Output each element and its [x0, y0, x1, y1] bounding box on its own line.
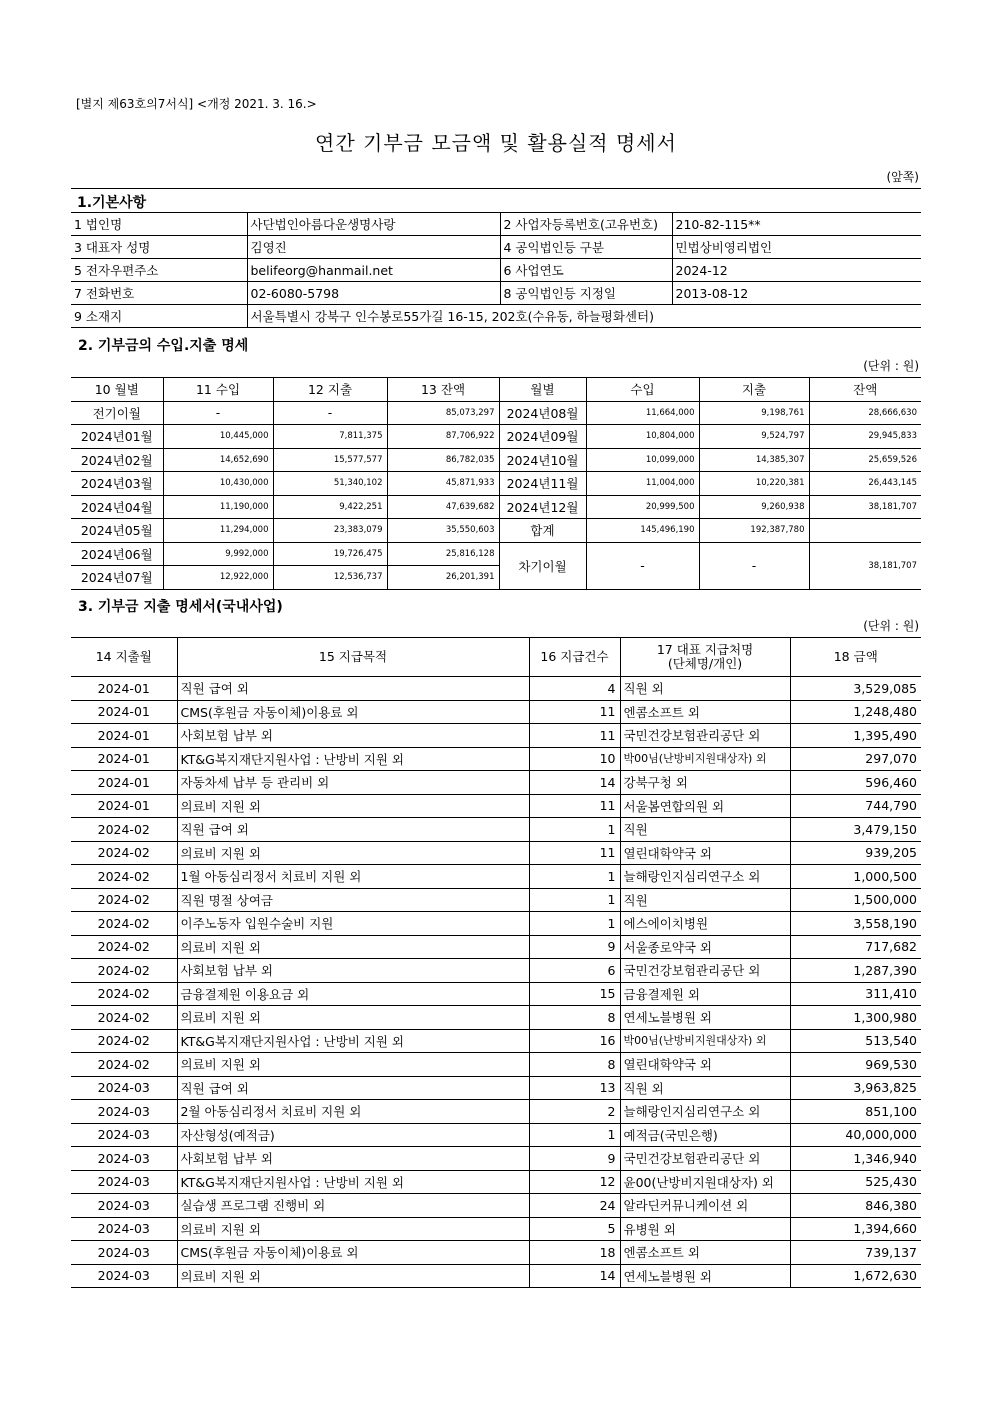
field-label: 1 법인명 — [71, 213, 247, 236]
expense-month: 2024-02 — [71, 959, 177, 983]
balance-value — [809, 519, 921, 543]
payee-name: 늘해랑인지심리연구소 외 — [620, 865, 790, 889]
table-row — [71, 1147, 921, 1171]
balance-value: 38,181,707 — [809, 495, 921, 519]
payee-name: 국민건강보험관리공단 외 — [620, 724, 790, 748]
table-row — [71, 1100, 921, 1124]
table-row — [71, 425, 921, 449]
payment-purpose: 직원 명절 상여금 — [177, 888, 529, 912]
table-row — [71, 495, 921, 519]
payee-name: 에스에이치병원 — [620, 912, 790, 936]
income-value: 11,190,000 — [163, 495, 273, 519]
expense-month: 2024-03 — [71, 1217, 177, 1241]
payment-count: 9 — [529, 935, 620, 959]
payment-purpose: CMS(후원금 자동이체)이용료 외 — [177, 700, 529, 724]
field-value: 김영진 — [247, 236, 500, 259]
payment-count: 15 — [529, 982, 620, 1006]
income-value: 11,294,000 — [163, 519, 273, 543]
table-row — [71, 1006, 921, 1030]
payment-purpose: KT&G복지재단지원사업 : 난방비 지원 외 — [177, 747, 529, 771]
expense-month: 2024-03 — [71, 1194, 177, 1218]
table-row — [71, 1053, 921, 1077]
monthly-income-expense-table — [71, 377, 921, 590]
expense-value: 51,340,102 — [273, 472, 387, 496]
payment-purpose: 직원 급여 외 — [177, 1076, 529, 1100]
expense-month: 2024-02 — [71, 841, 177, 865]
payment-count: 1 — [529, 865, 620, 889]
payee-name: 직원 외 — [620, 1076, 790, 1100]
expense-month: 2024-03 — [71, 1100, 177, 1124]
amount: 1,500,000 — [790, 888, 921, 912]
payment-purpose: 2월 아동심리정서 치료비 지원 외 — [177, 1100, 529, 1124]
table-row — [71, 677, 921, 701]
table-row — [71, 724, 921, 748]
payment-count: 5 — [529, 1217, 620, 1241]
column-header: 14 지출월 — [71, 638, 177, 677]
expense-month: 2024-02 — [71, 865, 177, 889]
income-value: 10,445,000 — [163, 425, 273, 449]
expense-month: 2024-03 — [71, 1241, 177, 1265]
month-label: 합계 — [499, 519, 586, 543]
amount: 744,790 — [790, 794, 921, 818]
column-header: 17 대표 지급처명 (단체명/개인) — [620, 638, 790, 677]
payee-name: 금융결제원 외 — [620, 982, 790, 1006]
table-row — [71, 1194, 921, 1218]
expense-month: 2024-02 — [71, 935, 177, 959]
payee-name: 서울종로약국 외 — [620, 935, 790, 959]
table-row — [71, 472, 921, 496]
income-value: 11,004,000 — [586, 472, 699, 496]
column-header: 11 수입 — [163, 378, 273, 402]
expense-month: 2024-01 — [71, 700, 177, 724]
amount: 969,530 — [790, 1053, 921, 1077]
payment-count: 11 — [529, 724, 620, 748]
table-row — [71, 1123, 921, 1147]
expense-value: 14,385,307 — [699, 448, 809, 472]
payment-purpose: 의료비 지원 외 — [177, 841, 529, 865]
field-value: 2013-08-12 — [672, 282, 921, 305]
payee-name: 늘해랑인지심리연구소 외 — [620, 1100, 790, 1124]
payee-name: 엔콤소프트 외 — [620, 1241, 790, 1265]
payment-count: 4 — [529, 677, 620, 701]
table-row — [71, 1170, 921, 1194]
month-label: 2024년02월 — [71, 448, 163, 472]
table-row — [71, 1241, 921, 1265]
table-row — [71, 700, 921, 724]
expense-value: - — [273, 401, 387, 425]
field-label: 3 대표자 성명 — [71, 236, 247, 259]
income-value: - — [163, 401, 273, 425]
table-row — [71, 542, 921, 566]
amount: 739,137 — [790, 1241, 921, 1265]
payment-count: 14 — [529, 1264, 620, 1288]
payment-count: 10 — [529, 747, 620, 771]
table-row — [71, 912, 921, 936]
month-label: 전기이월 — [71, 401, 163, 425]
payee-name: 엔콤소프트 외 — [620, 700, 790, 724]
balance-value: 26,201,391 — [387, 566, 499, 590]
field-value: 210-82-115** — [672, 213, 921, 236]
column-header: 잔액 — [809, 378, 921, 402]
table-row — [71, 794, 921, 818]
income-value: 9,992,000 — [163, 542, 273, 566]
payment-purpose: 의료비 지원 외 — [177, 935, 529, 959]
balance-value: 35,550,603 — [387, 519, 499, 543]
expense-month: 2024-02 — [71, 912, 177, 936]
section2-unit: (단위 : 원) — [863, 359, 919, 373]
amount: 717,682 — [790, 935, 921, 959]
basic-info-table — [71, 212, 921, 328]
balance-value: 86,782,035 — [387, 448, 499, 472]
table-row — [71, 841, 921, 865]
payment-count: 1 — [529, 818, 620, 842]
expense-value: 10,220,381 — [699, 472, 809, 496]
income-value: 14,652,690 — [163, 448, 273, 472]
payee-name: 직원 — [620, 818, 790, 842]
amount: 596,460 — [790, 771, 921, 795]
expense-month: 2024-01 — [71, 747, 177, 771]
month-label: 2024년06월 — [71, 542, 163, 566]
address-label: 9 소재지 — [71, 305, 247, 328]
table-row — [71, 818, 921, 842]
carry-balance: 38,181,707 — [809, 542, 921, 589]
basic-info-row — [71, 282, 921, 305]
payee-name: 서울봄연합의원 외 — [620, 794, 790, 818]
expense-month: 2024-03 — [71, 1264, 177, 1288]
amount: 846,380 — [790, 1194, 921, 1218]
expense-month: 2024-03 — [71, 1123, 177, 1147]
table-row — [71, 935, 921, 959]
column-header: 10 월별 — [71, 378, 163, 402]
table-row — [71, 519, 921, 543]
payment-purpose: 자산형성(예적금) — [177, 1123, 529, 1147]
payment-count: 1 — [529, 912, 620, 936]
column-header: 16 지급건수 — [529, 638, 620, 677]
field-value: 사단법인아름다운생명사랑 — [247, 213, 500, 236]
payment-count: 11 — [529, 700, 620, 724]
expense-value: 9,198,761 — [699, 401, 809, 425]
table-row — [71, 959, 921, 983]
expense-month: 2024-03 — [71, 1170, 177, 1194]
payee-name: 윤00(난방비지원대상자) 외 — [620, 1170, 790, 1194]
field-label: 4 공익법인등 구분 — [500, 236, 672, 259]
amount: 1,394,660 — [790, 1217, 921, 1241]
expense-value: 9,422,251 — [273, 495, 387, 519]
amount: 1,300,980 — [790, 1006, 921, 1030]
payment-count: 13 — [529, 1076, 620, 1100]
expense-value: 9,260,938 — [699, 495, 809, 519]
payment-purpose: 의료비 지원 외 — [177, 1053, 529, 1077]
field-value: 민법상비영리법인 — [672, 236, 921, 259]
expense-month: 2024-01 — [71, 771, 177, 795]
document-title: 연간 기부금 모금액 및 활용실적 명세서 — [315, 131, 677, 155]
expense-month: 2024-01 — [71, 677, 177, 701]
field-label: 7 전화번호 — [71, 282, 247, 305]
balance-value: 26,443,145 — [809, 472, 921, 496]
payment-purpose: 사회보험 납부 외 — [177, 724, 529, 748]
field-label: 8 공익법인등 지정일 — [500, 282, 672, 305]
payment-purpose: KT&G복지재단지원사업 : 난방비 지원 외 — [177, 1170, 529, 1194]
payee-name: 국민건강보험관리공단 외 — [620, 1147, 790, 1171]
payment-purpose: 실습생 프로그램 진행비 외 — [177, 1194, 529, 1218]
amount: 3,963,825 — [790, 1076, 921, 1100]
field-label: 2 사업자등록번호(고유번호) — [500, 213, 672, 236]
month-label: 2024년11월 — [499, 472, 586, 496]
section2-title: 2. 기부금의 수입.지출 명세 — [78, 338, 249, 354]
payee-name: 알라딘커뮤니케이션 외 — [620, 1194, 790, 1218]
balance-value: 25,659,526 — [809, 448, 921, 472]
field-label: 5 전자우편주소 — [71, 259, 247, 282]
payment-count: 1 — [529, 888, 620, 912]
amount: 311,410 — [790, 982, 921, 1006]
carry-forward-label: 차기이월 — [499, 542, 586, 589]
column-header: 13 잔액 — [387, 378, 499, 402]
payment-count: 12 — [529, 1170, 620, 1194]
column-header: 18 금액 — [790, 638, 921, 677]
expense-month: 2024-03 — [71, 1147, 177, 1171]
table-row — [71, 888, 921, 912]
payment-count: 14 — [529, 771, 620, 795]
balance-value: 85,073,297 — [387, 401, 499, 425]
amount: 40,000,000 — [790, 1123, 921, 1147]
month-label: 2024년04월 — [71, 495, 163, 519]
amount: 939,205 — [790, 841, 921, 865]
payment-purpose: 금융결제원 이용요금 외 — [177, 982, 529, 1006]
amount: 3,529,085 — [790, 677, 921, 701]
income-value: 11,664,000 — [586, 401, 699, 425]
payment-count: 11 — [529, 841, 620, 865]
payee-name: 강북구청 외 — [620, 771, 790, 795]
amount: 3,479,150 — [790, 818, 921, 842]
month-label: 2024년10월 — [499, 448, 586, 472]
balance-value: 29,945,833 — [809, 425, 921, 449]
address-value: 서울특별시 강북구 인수봉로55가길 16-15, 202호(수유동, 하늘평화센터) — [247, 305, 921, 328]
income-value: 20,999,500 — [586, 495, 699, 519]
expense-detail-table — [71, 637, 921, 1288]
column-header: 수입 — [586, 378, 699, 402]
payment-count: 8 — [529, 1053, 620, 1077]
payee-name: 유병원 외 — [620, 1217, 790, 1241]
payment-purpose: 의료비 지원 외 — [177, 1264, 529, 1288]
payment-purpose: 사회보험 납부 외 — [177, 959, 529, 983]
front-side-label: (앞쪽) — [886, 170, 919, 184]
payment-purpose: 의료비 지원 외 — [177, 794, 529, 818]
field-label: 6 사업연도 — [500, 259, 672, 282]
table-row — [71, 982, 921, 1006]
expense-month: 2024-02 — [71, 1006, 177, 1030]
payment-purpose: 자동차세 납부 등 관리비 외 — [177, 771, 529, 795]
form-note: [별지 제63호의7서식] <개정 2021. 3. 16.> — [76, 97, 317, 111]
table-row — [71, 1029, 921, 1053]
payment-purpose: 의료비 지원 외 — [177, 1006, 529, 1030]
expense-month: 2024-02 — [71, 1029, 177, 1053]
column-header: 월별 — [499, 378, 586, 402]
payment-purpose: 이주노동자 입원수술비 지원 — [177, 912, 529, 936]
payee-name: 연세노블병원 외 — [620, 1006, 790, 1030]
expense-value: 15,577,577 — [273, 448, 387, 472]
basic-info-row — [71, 259, 921, 282]
amount: 3,558,190 — [790, 912, 921, 936]
payment-count: 9 — [529, 1147, 620, 1171]
payment-purpose: 사회보험 납부 외 — [177, 1147, 529, 1171]
income-value: 10,430,000 — [163, 472, 273, 496]
amount: 1,287,390 — [790, 959, 921, 983]
payment-purpose: 1월 아동심리정서 치료비 지원 외 — [177, 865, 529, 889]
amount: 1,000,500 — [790, 865, 921, 889]
expense-month: 2024-02 — [71, 818, 177, 842]
basic-info-section — [71, 188, 921, 331]
table-row — [71, 1264, 921, 1288]
column-header: 지출 — [699, 378, 809, 402]
amount: 513,540 — [790, 1029, 921, 1053]
expense-month: 2024-01 — [71, 794, 177, 818]
month-label: 2024년08월 — [499, 401, 586, 425]
section3-title: 3. 기부금 지출 명세서(국내사업) — [78, 599, 283, 615]
payment-count: 11 — [529, 794, 620, 818]
payment-purpose: 의료비 지원 외 — [177, 1217, 529, 1241]
payment-count: 6 — [529, 959, 620, 983]
payment-count: 18 — [529, 1241, 620, 1265]
month-label: 2024년01월 — [71, 425, 163, 449]
balance-value: 28,666,630 — [809, 401, 921, 425]
column-header: 12 지출 — [273, 378, 387, 402]
field-value: belifeorg@hanmail.net — [247, 259, 500, 282]
income-value: 10,804,000 — [586, 425, 699, 449]
basic-info-row — [71, 236, 921, 259]
balance-value: 47,639,682 — [387, 495, 499, 519]
expense-month: 2024-02 — [71, 982, 177, 1006]
basic-info-row — [71, 305, 921, 328]
payee-name: 박00님(난방비지원대상자) 외 — [620, 747, 790, 771]
field-value: 02-6080-5798 — [247, 282, 500, 305]
payment-purpose: KT&G복지재단지원사업 : 난방비 지원 외 — [177, 1029, 529, 1053]
payment-count: 8 — [529, 1006, 620, 1030]
payment-purpose: 직원 급여 외 — [177, 677, 529, 701]
amount: 1,248,480 — [790, 700, 921, 724]
table-row — [71, 865, 921, 889]
column-header: 15 지급목적 — [177, 638, 529, 677]
table-row — [71, 448, 921, 472]
expense-month: 2024-03 — [71, 1076, 177, 1100]
expense-month: 2024-01 — [71, 724, 177, 748]
table-row — [71, 1076, 921, 1100]
expense-value: 23,383,079 — [273, 519, 387, 543]
expense-month: 2024-02 — [71, 888, 177, 912]
expense-value: 9,524,797 — [699, 425, 809, 449]
carry-income: - — [586, 542, 699, 589]
payee-name: 예적금(국민은행) — [620, 1123, 790, 1147]
month-label: 2024년05월 — [71, 519, 163, 543]
payee-name: 열린대학약국 외 — [620, 1053, 790, 1077]
payment-count: 24 — [529, 1194, 620, 1218]
section3-unit: (단위 : 원) — [863, 619, 919, 633]
payment-count: 16 — [529, 1029, 620, 1053]
basic-info-row — [71, 213, 921, 236]
table-row — [71, 771, 921, 795]
payment-purpose: 직원 급여 외 — [177, 818, 529, 842]
payment-purpose: CMS(후원금 자동이체)이용료 외 — [177, 1241, 529, 1265]
amount: 525,430 — [790, 1170, 921, 1194]
payee-name: 국민건강보험관리공단 외 — [620, 959, 790, 983]
income-value: 145,496,190 — [586, 519, 699, 543]
table-row — [71, 401, 921, 425]
month-label: 2024년09월 — [499, 425, 586, 449]
table-row — [71, 1217, 921, 1241]
expense-value: 19,726,475 — [273, 542, 387, 566]
amount: 297,070 — [790, 747, 921, 771]
expense-value: 7,811,375 — [273, 425, 387, 449]
amount: 1,672,630 — [790, 1264, 921, 1288]
payee-name: 직원 — [620, 888, 790, 912]
payment-count: 2 — [529, 1100, 620, 1124]
expense-month: 2024-02 — [71, 1053, 177, 1077]
month-label: 2024년07월 — [71, 566, 163, 590]
table-row — [71, 747, 921, 771]
payee-name: 연세노블병원 외 — [620, 1264, 790, 1288]
expense-value: 192,387,780 — [699, 519, 809, 543]
payee-name: 열린대학약국 외 — [620, 841, 790, 865]
balance-value: 25,816,128 — [387, 542, 499, 566]
field-value: 2024-12 — [672, 259, 921, 282]
payee-name: 박00님(난방비지원대상자) 외 — [620, 1029, 790, 1053]
section1-title: 1.기본사항 — [77, 195, 147, 211]
balance-value: 87,706,922 — [387, 425, 499, 449]
income-value: 12,922,000 — [163, 566, 273, 590]
income-value: 10,099,000 — [586, 448, 699, 472]
payee-name: 직원 외 — [620, 677, 790, 701]
balance-value: 45,871,933 — [387, 472, 499, 496]
payment-count: 1 — [529, 1123, 620, 1147]
month-label: 2024년12월 — [499, 495, 586, 519]
amount: 851,100 — [790, 1100, 921, 1124]
expense-value: 12,536,737 — [273, 566, 387, 590]
amount: 1,395,490 — [790, 724, 921, 748]
month-label: 2024년03월 — [71, 472, 163, 496]
amount: 1,346,940 — [790, 1147, 921, 1171]
carry-expense: - — [699, 542, 809, 589]
